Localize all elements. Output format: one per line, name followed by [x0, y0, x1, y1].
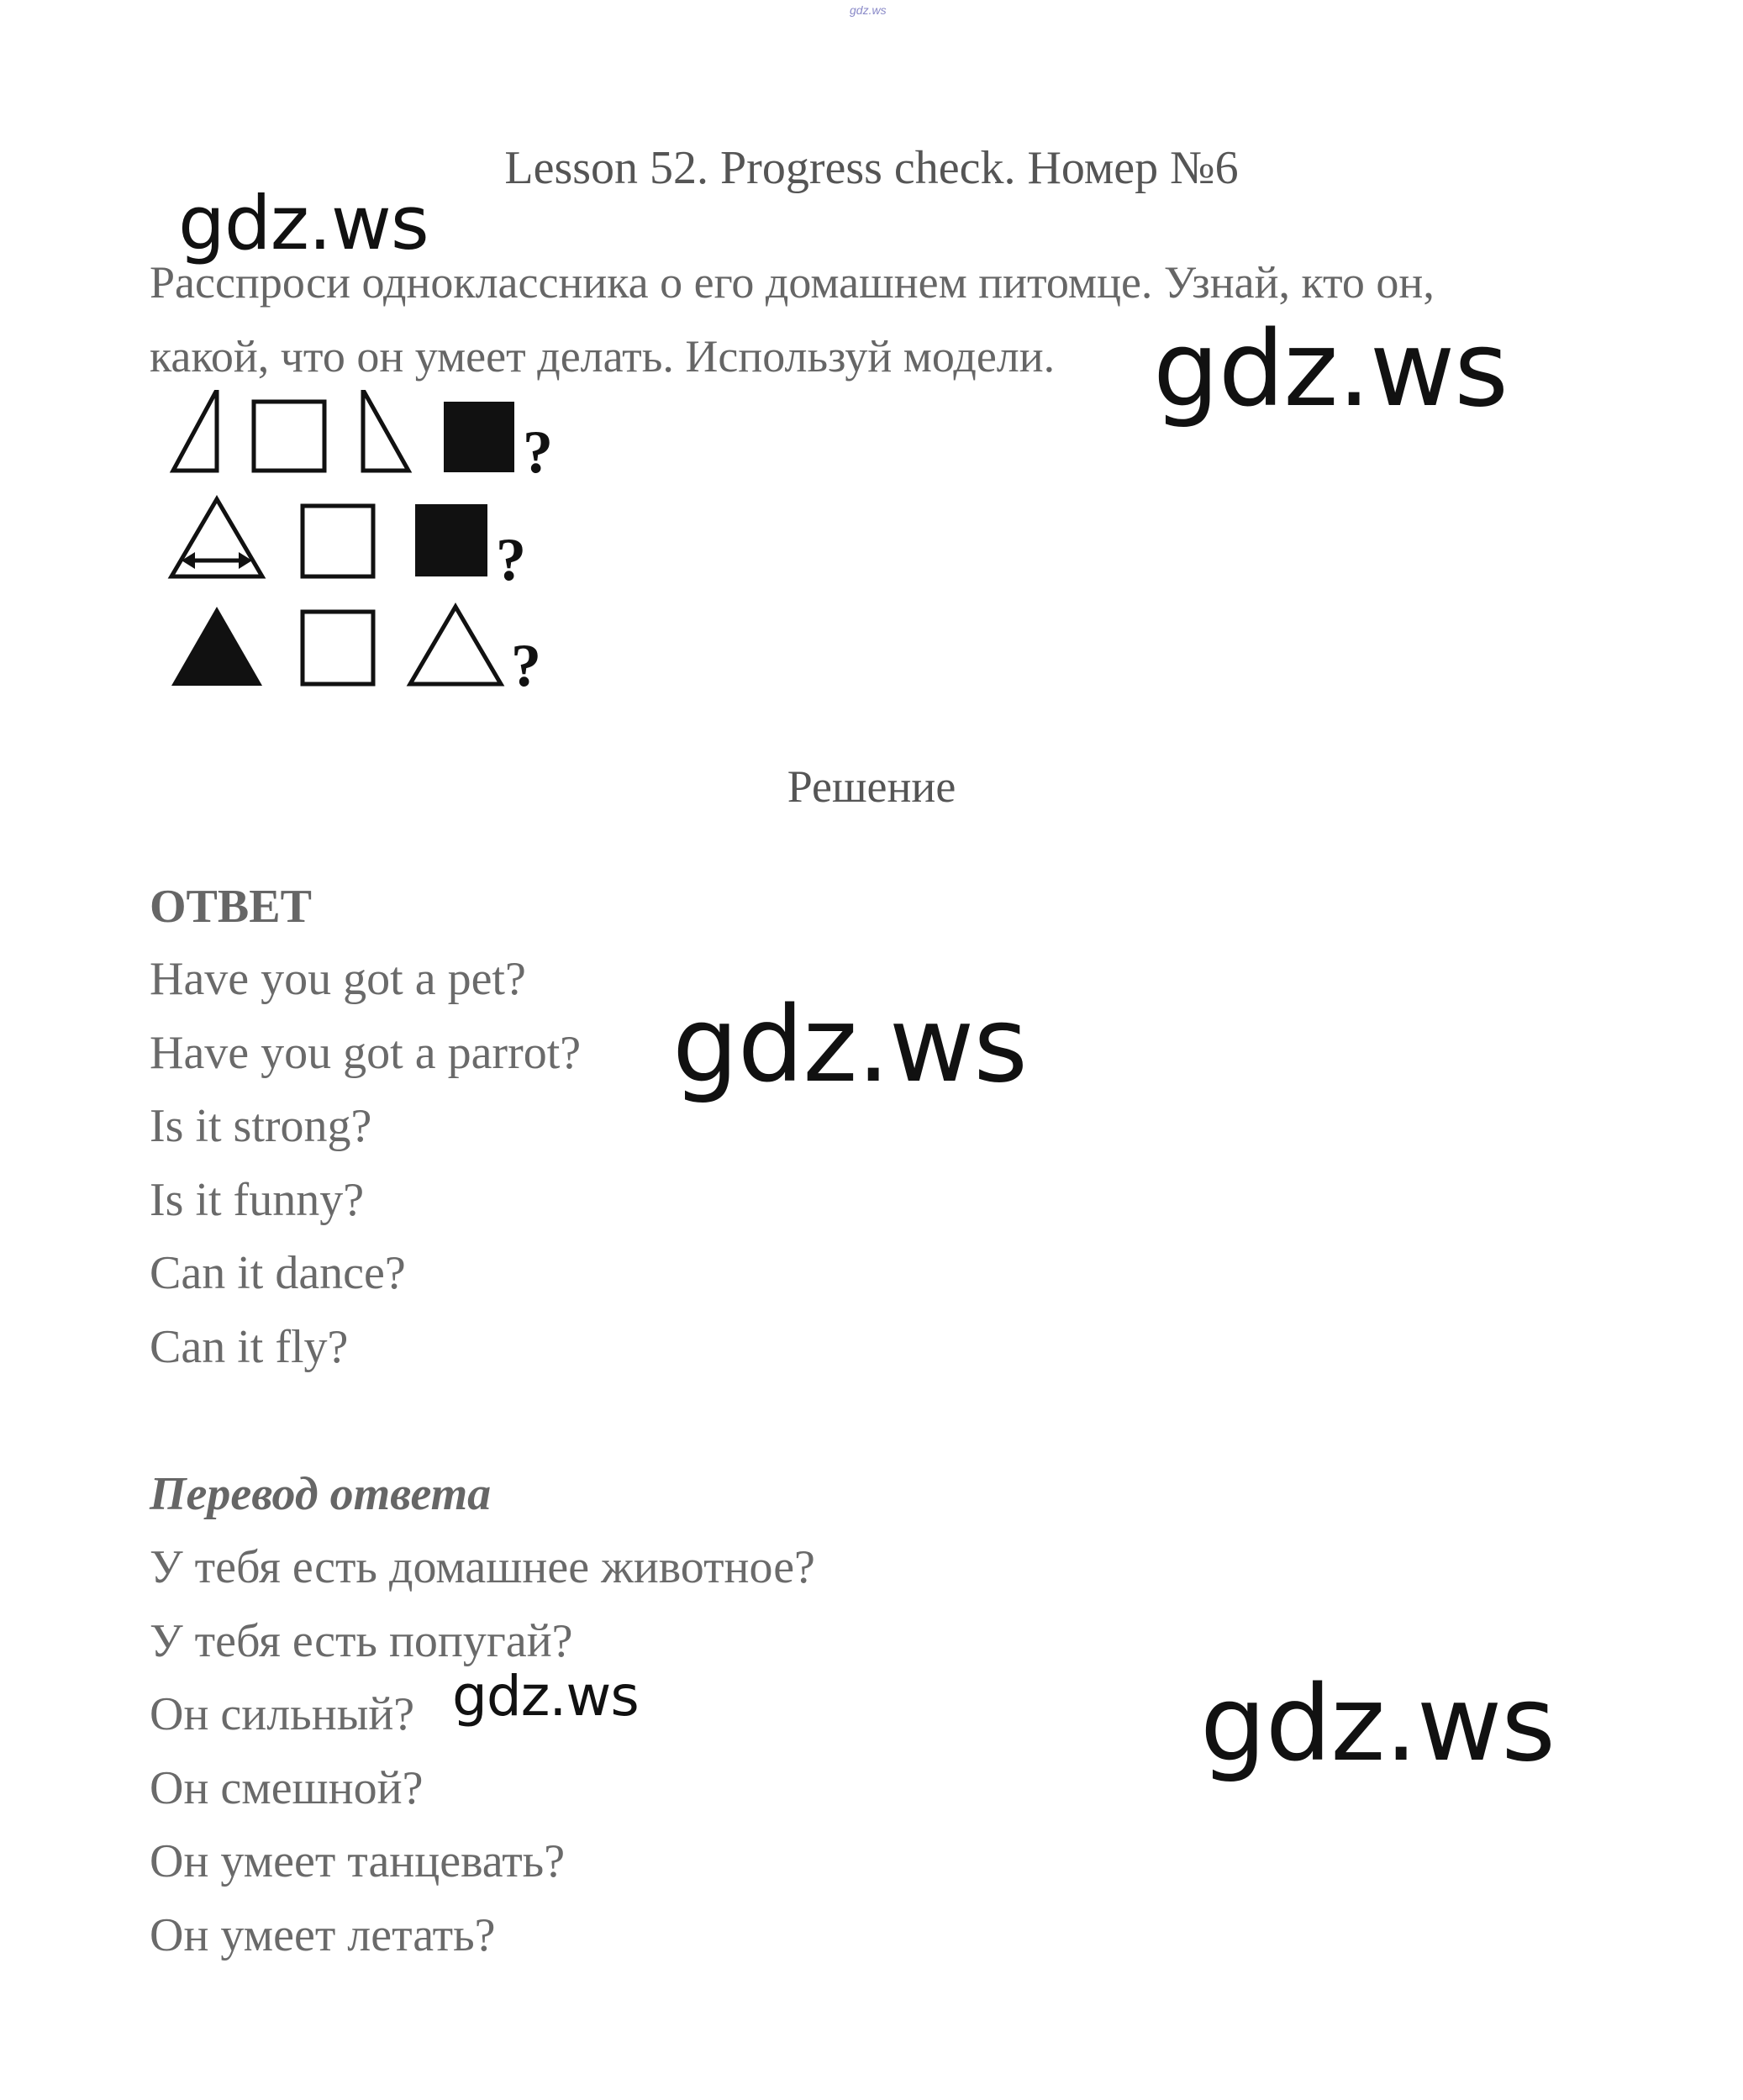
- translation-item: У тебя есть домашнее животное?: [150, 1541, 815, 1593]
- question-mark: ?: [523, 418, 553, 486]
- watermark: gdz.ws: [452, 1664, 639, 1729]
- right-half-triangle-icon: [363, 390, 408, 471]
- answer-item: Can it dance?: [150, 1247, 406, 1299]
- translation-item: У тебя есть попугай?: [150, 1614, 573, 1667]
- top-watermark: gdz.ws: [850, 3, 887, 17]
- empty-square-icon: [303, 612, 373, 684]
- watermark: gdz.ws: [1153, 309, 1508, 430]
- left-half-triangle-icon: [173, 390, 217, 471]
- answer-item: Have you got a parrot?: [150, 1026, 582, 1079]
- answer-item: Is it funny?: [150, 1173, 365, 1226]
- empty-triangle-icon: [410, 607, 501, 684]
- filled-square-icon: [415, 504, 487, 576]
- translation-heading: Перевод ответа: [150, 1468, 492, 1520]
- solution-title: Решение: [787, 761, 956, 812]
- page-title: Lesson 52. Progress check. Номер №6: [504, 142, 1239, 194]
- answer-item: Have you got a pet?: [150, 953, 526, 1005]
- filled-square-icon: [444, 402, 514, 472]
- translation-item: Он смешной?: [150, 1761, 424, 1814]
- question-mark: ?: [496, 526, 526, 593]
- answer-item: Can it fly?: [150, 1320, 349, 1373]
- task-line-1: Расспроси одноклассника о его домашнем питомце. Узнай, кто он,: [150, 257, 1435, 308]
- task-line-2: какой, что он умеет делать. Используй модели.: [150, 331, 1056, 382]
- translation-item: Он умеет летать?: [150, 1908, 496, 1961]
- translation-item: Он умеет танцевать?: [150, 1835, 566, 1887]
- empty-square-icon: [254, 402, 324, 471]
- empty-square-icon: [303, 506, 373, 576]
- watermark: gdz.ws: [672, 985, 1027, 1106]
- question-models-diagram: [165, 390, 602, 692]
- question-mark: ?: [511, 632, 541, 692]
- answer-item: Is it strong?: [150, 1100, 372, 1152]
- answer-list: [150, 943, 581, 1384]
- triangle-with-arrow-icon: [171, 499, 262, 576]
- translation-list: [150, 1531, 815, 1972]
- filled-triangle-icon: [171, 607, 262, 686]
- answer-heading: ОТВЕТ: [150, 881, 312, 933]
- watermark: gdz.ws: [178, 180, 429, 266]
- translation-item: Он сильный?: [150, 1688, 415, 1740]
- watermark: gdz.ws: [1200, 1664, 1555, 1785]
